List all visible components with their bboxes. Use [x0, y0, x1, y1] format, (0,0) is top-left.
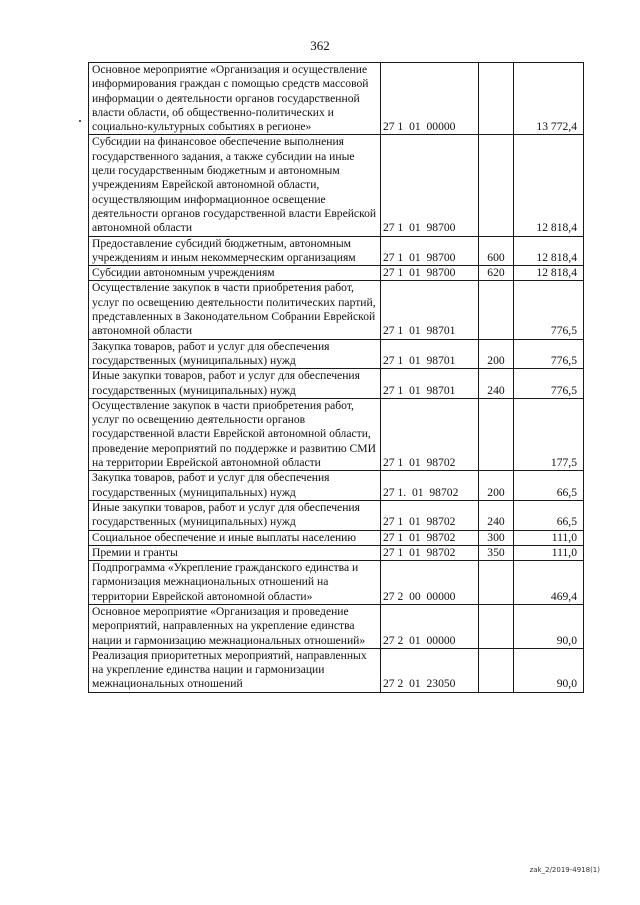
row-amount: 776,5: [514, 339, 584, 369]
row-name: Основное мероприятие «Организация и осуществление информирования граждан с помощью средств массовой информации о деятельности органов государственной власти области, об общественно-политических и социально-культурных событиях в регионе»: [89, 63, 381, 135]
table-row: [89, 281, 584, 339]
row-amount: 66,5: [514, 500, 584, 530]
row-expense-type: [479, 648, 514, 692]
table-row: [89, 339, 584, 369]
row-amount: 469,4: [514, 561, 584, 605]
row-name: Основное мероприятие «Организация и проведение мероприятий, направленных на укрепление единства нации и гармонизацию межнациональных отношений»: [89, 604, 381, 648]
row-expense-type: [479, 398, 514, 470]
row-code: 27 2 01 23050: [381, 648, 479, 692]
row-amount: 13 772,4: [514, 63, 584, 135]
row-amount: 12 818,4: [514, 236, 584, 266]
table-row: [89, 648, 584, 692]
row-code: 27 1 01 98702: [381, 530, 479, 545]
row-code: 27 1 01 98701: [381, 281, 479, 339]
row-code: 27 1 01 98701: [381, 339, 479, 369]
table-row: [89, 135, 584, 236]
row-amount: 90,0: [514, 648, 584, 692]
page-number: 362: [310, 38, 330, 53]
row-expense-type: [479, 135, 514, 236]
row-name: Субсидии автономным учреждениям: [89, 266, 381, 281]
table-row: [89, 369, 584, 399]
row-amount: 12 818,4: [514, 266, 584, 281]
row-code: 27 1 01 98700: [381, 266, 479, 281]
row-code: 27 1 01 00000: [381, 63, 479, 135]
row-code: 27 1 01 98702: [381, 545, 479, 560]
row-name: Предоставление субсидий бюджетным, автономным учреждениям и иным некоммерческим организациям: [89, 236, 381, 266]
row-expense-type: [479, 63, 514, 135]
row-code: 27 1. 01 98702: [381, 471, 479, 501]
row-expense-type: [479, 281, 514, 339]
table-row: [89, 398, 584, 470]
row-name: Осуществление закупок в части приобретения работ, услуг по освещению деятельности политических партий, представленных в Законодательном Собрании Еврейской автономной области: [89, 281, 381, 339]
table-row: [89, 530, 584, 545]
row-expense-type: 350: [479, 545, 514, 560]
row-name: Закупка товаров, работ и услуг для обеспечения государственных (муниципальных) нужд: [89, 339, 381, 369]
row-amount: 177,5: [514, 398, 584, 470]
table-row: [89, 236, 584, 266]
row-name: Осуществление закупок в части приобретения работ, услуг по освещению деятельности органов государственной власти Еврейской автономной области, проведение мероприятий по поддержке и развитию СМИ на территории Еврейской автономной области: [89, 398, 381, 470]
row-expense-type: [479, 561, 514, 605]
row-code: 27 1 01 98700: [381, 135, 479, 236]
row-name: Субсидии на финансовое обеспечение выполнения государственного задания, а также субсидии на иные цели государственным бюджетным и автономным учреждениям Еврейской автономной области, осуществляющим информационное освещение деятельности органов государственной власти Еврейской автономной области: [89, 135, 381, 236]
row-amount: 776,5: [514, 369, 584, 399]
table-row: [89, 266, 584, 281]
row-name: Реализация приоритетных мероприятий, направленных на укрепление единства нации и гармонизации межнациональных отношений: [89, 648, 381, 692]
table-row: [89, 561, 584, 605]
row-expense-type: [479, 604, 514, 648]
row-expense-type: 600: [479, 236, 514, 266]
row-amount: 90,0: [514, 604, 584, 648]
document-code: zak_2/2019-4918(1): [529, 866, 600, 874]
row-expense-type: 240: [479, 500, 514, 530]
table-row: [89, 500, 584, 530]
table-row: [89, 471, 584, 501]
row-expense-type: 200: [479, 471, 514, 501]
row-name: Закупка товаров, работ и услуг для обеспечения государственных (муниципальных) нужд: [89, 471, 381, 501]
table-row: [89, 63, 584, 135]
row-code: 27 1 01 98702: [381, 398, 479, 470]
row-amount: 66,5: [514, 471, 584, 501]
row-code: 27 2 01 00000: [381, 604, 479, 648]
row-amount: 776,5: [514, 281, 584, 339]
scan-speck: [79, 120, 81, 122]
row-name: Иные закупки товаров, работ и услуг для обеспечения государственных (муниципальных) нужд: [89, 369, 381, 399]
budget-table: [88, 62, 584, 693]
row-amount: 111,0: [514, 545, 584, 560]
row-expense-type: 620: [479, 266, 514, 281]
row-amount: 111,0: [514, 530, 584, 545]
row-code: 27 1 01 98702: [381, 500, 479, 530]
row-expense-type: 240: [479, 369, 514, 399]
table-row: [89, 545, 584, 560]
row-name: Подпрограмма «Укрепление гражданского единства и гармонизация межнациональных отношений на территории Еврейской автономной области»: [89, 561, 381, 605]
row-code: 27 1 01 98700: [381, 236, 479, 266]
budget-table-body: [89, 63, 584, 693]
row-name: Премии и гранты: [89, 545, 381, 560]
row-amount: 12 818,4: [514, 135, 584, 236]
row-expense-type: 300: [479, 530, 514, 545]
row-name: Социальное обеспечение и иные выплаты населению: [89, 530, 381, 545]
row-expense-type: 200: [479, 339, 514, 369]
row-code: 27 2 00 00000: [381, 561, 479, 605]
row-code: 27 1 01 98701: [381, 369, 479, 399]
row-name: Иные закупки товаров, работ и услуг для обеспечения государственных (муниципальных) нужд: [89, 500, 381, 530]
table-row: [89, 604, 584, 648]
